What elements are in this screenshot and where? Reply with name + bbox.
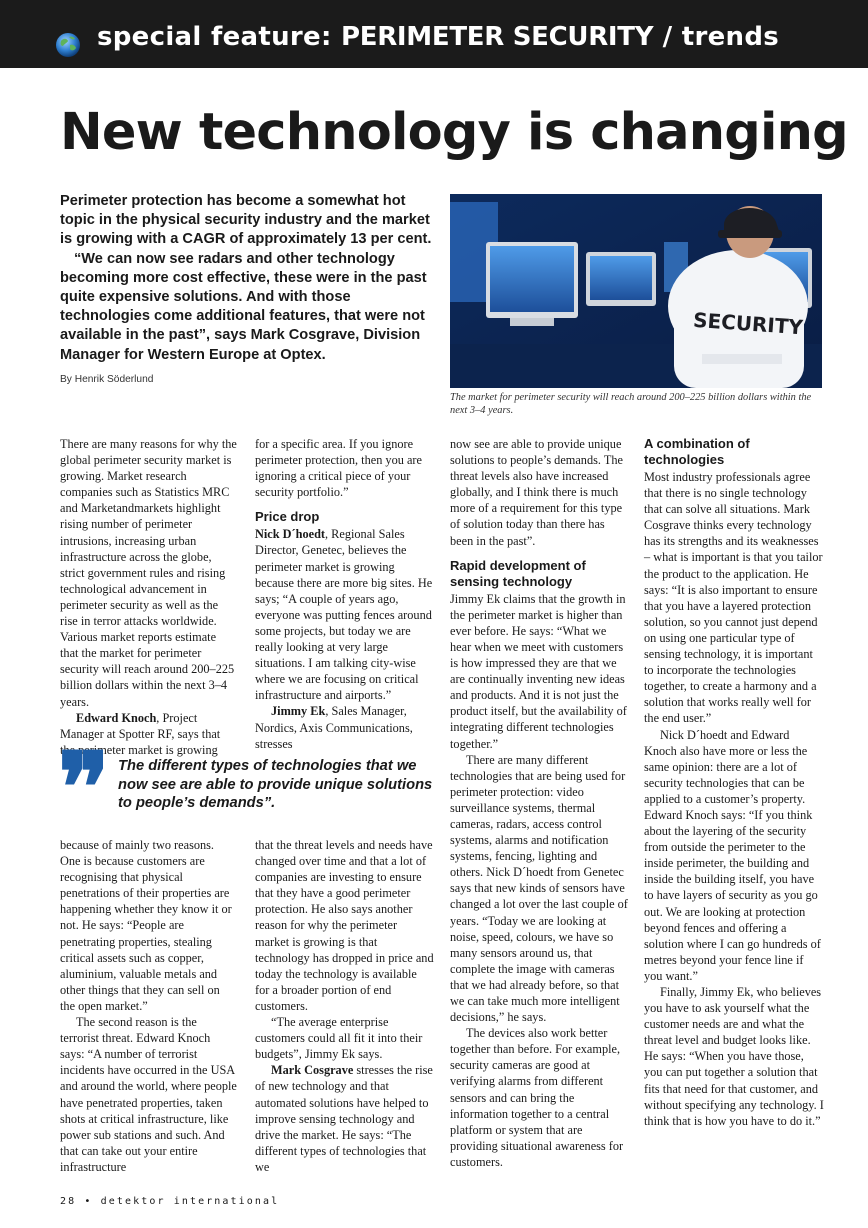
body-paragraph: Jimmy Ek claims that the growth in the perimeter market is higher than ever before. He says: “What we hear when we meet with customers is how impressed they are that we are continually inventing new ideas and products. And it is not just the product itself, but the availability of integrating different technologies together.” <box>450 591 627 751</box>
body-paragraph: because of mainly two reasons. One is because customers are recognising that physical penetrations of their properties are happening whether they know it or not. He says: “People are penetrating properties, stealing critical assets such as copper, aluminium, valuable metals and other things that they can sell on the open market.” <box>60 838 232 1013</box>
article-headline: New technology is changing <box>60 103 848 162</box>
body-column-4 <box>644 436 824 1129</box>
body-paragraph: Edward Knoch, Project Manager at Spotter RF, says that the perimeter market is growing <box>60 710 221 757</box>
page-footer <box>60 1196 279 1207</box>
article-photo <box>450 194 822 388</box>
byline: By Henrik Söderlund <box>60 374 154 385</box>
body-paragraph: Most industry professionals agree that there is no single technology that can solve all situations. Mark Cosgrave thinks every technology has its strengths and its weaknesses – what is important is that you tailor the product to the application. He says: “It is also important to ensure that you have a layered protection solution, so you cannot just depend on using one particular type of sensing technology, it is important to incorporate the technologies together, to create a harmony and a solution that works really well for the end user.” <box>644 470 823 726</box>
subheading-rapid-development: Rapid development of sensing technology <box>450 557 586 589</box>
body-paragraph: Mark Cosgrave stresses the rise of new technology and that automated solutions have helped to improve sensing technology and drive the market. He says: “The different types of technologies that we <box>255 1063 433 1174</box>
subheading-combination: A combination of technologies <box>644 436 750 467</box>
body-paragraph: Jimmy Ek, Sales Manager, Nordics, Axis Communications, stresses <box>255 704 413 751</box>
photo-caption: The market for perimeter security will reach around 200–225 billion dollars within the next 3–4 years. <box>450 392 812 416</box>
body-paragraph: “The average enterprise customers could all fit it into their budgets”, Jimmy Ek says. <box>255 1015 423 1062</box>
lead-paragraph: Perimeter protection has become a somewhat hot topic in the physical security industry and the market is growing with a CAGR of approximately 13 per cent. <box>60 193 432 248</box>
footer-separator: • <box>84 1196 93 1207</box>
section-title: special feature: PERIMETER SECURITY / trends <box>97 22 780 52</box>
body-column-3 <box>450 436 629 1170</box>
body-paragraph: There are many different technologies that are being used for perimeter protection: video surveillance systems, thermal cameras, radars, access control systems, alarms and notification systems, fencing, lighting and others. Nick D´hoedt from Genetec says that new kinds of sensors have changed a lot over the last couple of years. “Today we are looking at noise, speed, colours, we have so many sensors around us, that complete the image with cameras that we had already before, so that we can take much more intelligent decisions,” he says. <box>450 752 628 1025</box>
page-number: 28 <box>60 1196 77 1207</box>
article-lead <box>60 192 440 365</box>
body-paragraph: Nick D´hoedt and Edward Knoch also have more or less the same opinion: there are a lot of security technologies that can be applied to a customer’s property. Edward Knoch says: “If you think about the layering of the security from outside the perimeter to the inside perimeter, the building and inside the building itself, you have to have layers of security as you go out. We are looking at protection beyond fences and offering a solution where I can go hundreds of metres beyond your fence line if you want.” <box>644 727 821 983</box>
body-paragraph: Finally, Jimmy Ek, who believes you have to ask yourself what the customer needs are and what the threat level and budget looks like. He says: “When you have those, you can put together a solution that fits that need for that customer, and without specifying any technology. I think that is how you have to do it.” <box>644 985 824 1128</box>
body-paragraph: There are many reasons for why the global perimeter security market is growing. Market research companies such as Statistics MRC and Marketandmarkets highlight rising number of perimeter intrusions, increasing urban infrastructure across the globe, strict government rules and rising technological advancement in perimeter security as well as the rise in terror attacks worldwide. Various market reports estimate that the market for perimeter security will reach around 200–225 billion dollars within the next 3–4 years. <box>60 437 237 709</box>
pull-quote: The different types of technologies that we now see are able to provide unique solutions to people’s demands”. <box>118 758 433 811</box>
quote-mark-icon: ❞ <box>58 731 106 844</box>
globe-icon <box>55 32 81 58</box>
subheading-price-drop: Price drop <box>255 509 320 525</box>
body-column-2-top <box>255 436 434 752</box>
body-paragraph: for a specific area. If you ignore perimeter protection, then you are ignoring a critical piece of your security portfolio.” <box>255 437 422 500</box>
body-paragraph: The devices also work better together than before. For example, security cameras are good at verifying alarms from different sensors and can bring the information together to a central platform or system that are providing situational awareness for customers. <box>450 1026 624 1169</box>
body-paragraph: Nick D´hoedt, Regional Sales Director, Genetec, believes the perimeter market is growing because there are more big sites. He says; “A couple of years ago, everyone was putting fences around some projects, but today we are really looking at very large situations. I am talking city-wise where we are focusing on critical infrastructure and airports.” <box>255 527 433 703</box>
body-paragraph: now see are able to provide unique solutions to people’s demands. The threat levels also have increased globally, and I think there is much more of a requirement for this type of solution today than there has been in the past”. <box>450 437 623 548</box>
photo-shirt-text: SECURITY <box>692 307 804 340</box>
lead-paragraph: “We can now see radars and other technology becoming more cost effective, these were in the past quite expensive solutions. And with those technologies come additional features, that were not available in the past”, says Mark Cosgrave, Division Manager for Western Europe at Optex. <box>60 250 427 363</box>
section-header-bar <box>0 0 868 68</box>
body-paragraph: that the threat levels and needs have changed over time and that a lot of companies are investing to ensure that they have a good perimeter protection. He also says another reason for why the perimeter market is growing is that technology has dropped in price and today the technology is available for a broader portion of end customers. <box>255 838 434 1013</box>
body-column-1-top <box>60 436 237 758</box>
body-column-2-bottom <box>255 837 434 1175</box>
publication-name: detektor international <box>100 1196 280 1207</box>
body-paragraph: The second reason is the terrorist threat. Edward Knoch says: “A number of terrorist incidents have occurred in the USA and around the world, where people have penetrated properties, taken shots at critical infrastructure, like power sub stations and such. And that can take out your entire infrastructure <box>60 1015 237 1174</box>
body-column-1-bottom <box>60 837 237 1175</box>
